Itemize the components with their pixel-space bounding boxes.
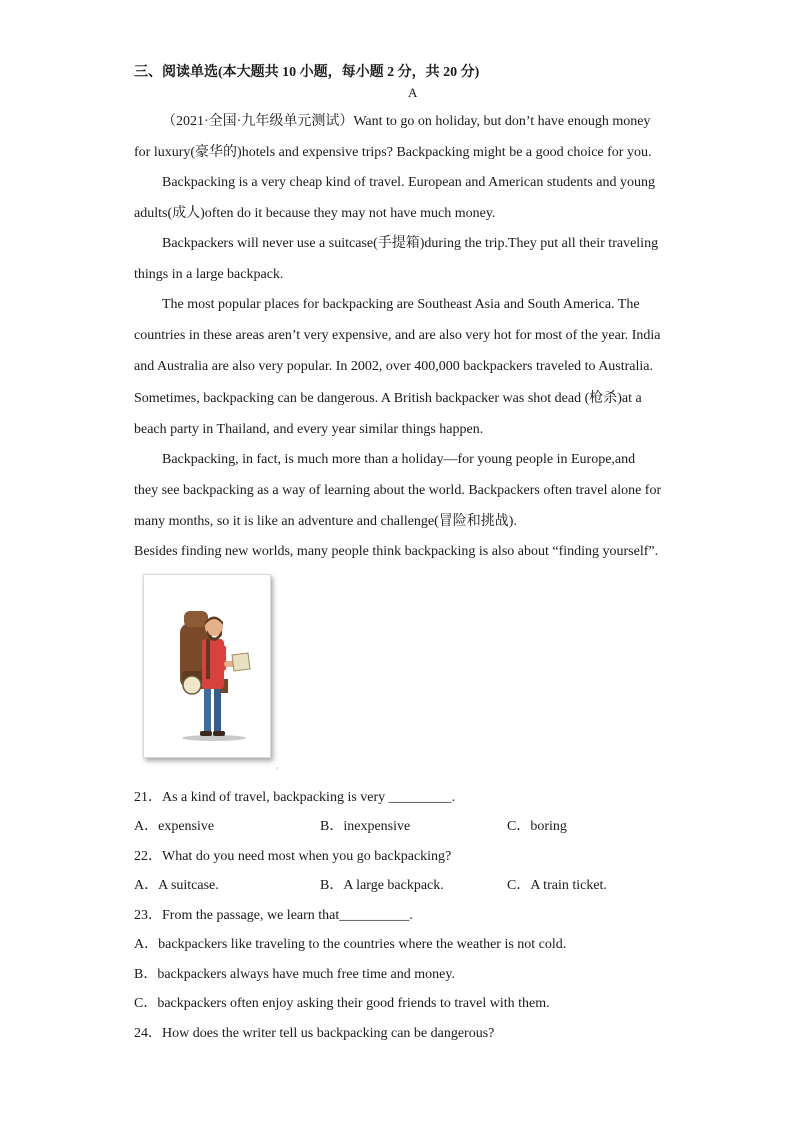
passage-line: Sometimes, backpacking can be dangerous. A British backpacker was shot dead (枪杀)at a <box>134 391 642 406</box>
option-a[interactable]: A．A suitcase. <box>134 878 219 893</box>
question-stem: 24．How does the writer tell us backpacking can be dangerous? <box>134 1026 495 1041</box>
passage-line: countries in these areas aren’t very expensive, and are also very hot for most of the year. India <box>134 328 661 343</box>
passage-line: for luxury(豪华的)hotels and expensive trips? Backpacking might be a good choice for you. <box>134 145 652 160</box>
option-b[interactable]: B．inexpensive <box>320 819 411 834</box>
option-c[interactable]: C．backpackers often enjoy asking their good friends to travel with them. <box>134 996 550 1011</box>
passage-line: Besides finding new worlds, many people think backpacking is also about “finding yourself”. <box>134 544 659 559</box>
question-stem: 22．What do you need most when you go backpacking? <box>134 849 452 864</box>
passage-line: beach party in Thailand, and every year similar things happen. <box>134 422 484 437</box>
passage-line: things in a large backpack. <box>134 267 284 282</box>
passage-label: A <box>408 85 418 100</box>
option-a[interactable]: A．backpackers like traveling to the countries where the weather is not cold. <box>134 937 567 952</box>
image-caption-mark: · <box>276 764 279 773</box>
passage-line: （2021·全国·九年级单元测试）Want to go on holiday, but don’t have enough money <box>162 114 651 129</box>
passage-line: Backpacking is a very cheap kind of travel. European and American students and young <box>162 175 655 190</box>
option-c[interactable]: C．A train ticket. <box>507 878 607 893</box>
passage-line: they see backpacking as a way of learning about the world. Backpackers often travel alone for <box>134 483 662 498</box>
passage-line: Backpacking, in fact, is much more than a holiday—for young people in Europe,and <box>162 452 636 467</box>
section-title: 三、阅读单选(本大题共 10 小题，每小题 2 分，共 20 分) <box>134 65 480 80</box>
passage-line: and Australia are also very popular. In 2002, over 400,000 backpackers traveled to Australia. <box>134 359 654 374</box>
passage-line: adults(成人)often do it because they may not have much money. <box>134 206 496 221</box>
option-a[interactable]: A．expensive <box>134 819 215 834</box>
option-c[interactable]: C．boring <box>507 819 567 834</box>
option-b[interactable]: B．backpackers always have much free time and money. <box>134 967 455 982</box>
backpacker-icon <box>144 575 270 757</box>
question-stem: 21．As a kind of travel, backpacking is very _________. <box>134 790 456 805</box>
passage-line: The most popular places for backpacking are Southeast Asia and South America. The <box>162 297 640 312</box>
question-stem: 23．From the passage, we learn that__________. <box>134 908 413 923</box>
passage-line: Backpackers will never use a suitcase(手提箱)during the trip.They put all their traveling <box>162 236 659 251</box>
passage-line: many months, so it is like an adventure and challenge(冒险和挑战). <box>134 514 517 529</box>
backpacker-illustration <box>143 574 271 758</box>
option-b[interactable]: B．A large backpack. <box>320 878 444 893</box>
